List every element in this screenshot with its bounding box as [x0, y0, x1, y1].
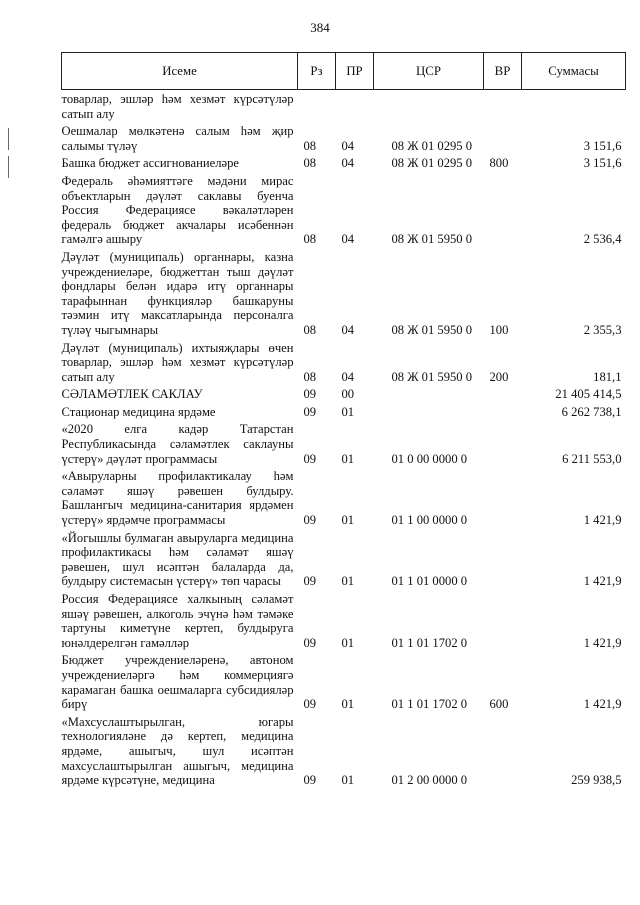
- row-vr: [484, 90, 522, 123]
- margin-mark: [8, 128, 9, 150]
- row-csr: 01 1 01 1702 0: [391, 635, 468, 650]
- row-sum: 2 355,3: [583, 322, 622, 337]
- row-vr: 600: [489, 697, 509, 712]
- row-rz: 08: [303, 156, 317, 171]
- table-row: [62, 420, 626, 467]
- column-header-sum: Суммасы: [522, 53, 626, 90]
- column-header-pr: ПР: [336, 53, 374, 90]
- row-vr: [484, 385, 522, 403]
- margin-mark: [8, 156, 9, 178]
- row-rz: 09: [303, 387, 317, 402]
- budget-table: [61, 52, 626, 789]
- row-csr: 01 1 00 0000 0: [391, 513, 468, 528]
- row-name: Россия Федерациясе халкының сәламәт яшәү рәвешен, алкоголь эчүнә һәм тәмәке тартуны киметүне кертеп, булдыруга юнәлдерелгән гамәлләр: [61, 592, 294, 650]
- row-sum: 1 421,9: [583, 635, 622, 650]
- row-name: СӘЛАМӘТЛЕК САКЛАУ: [61, 387, 203, 402]
- row-vr: [484, 529, 522, 590]
- row-name: «Авыруларны профилактикалау һәм сәламәт яшәү рәвешен булдыру. Башлангыч медицина-санитария ярдәмен үстерү» ярдәмче программасы: [61, 469, 294, 528]
- row-vr: 100: [489, 322, 509, 337]
- column-header-vr: ВР: [484, 53, 522, 90]
- column-header-csr: ЦСР: [374, 53, 484, 90]
- row-csr: [374, 90, 484, 123]
- table-row: [62, 90, 626, 123]
- row-sum: 259 938,5: [571, 773, 622, 788]
- row-vr: [484, 403, 522, 421]
- row-name: Оешмалар мөлкәтенә салым һәм җир салымы түләү: [61, 124, 294, 153]
- row-sum: 6 211 553,0: [562, 451, 622, 466]
- row-pr: 01: [341, 451, 355, 466]
- row-sum: 1 421,9: [583, 697, 622, 712]
- row-csr: [374, 403, 484, 421]
- row-pr: 01: [341, 773, 355, 788]
- row-pr: 00: [341, 387, 355, 402]
- row-pr: 01: [341, 635, 355, 650]
- row-rz: 09: [303, 697, 317, 712]
- table-row: [62, 403, 626, 421]
- row-vr: [484, 590, 522, 651]
- table-row: [62, 713, 626, 789]
- row-vr: 200: [489, 369, 509, 384]
- row-pr: 04: [341, 369, 355, 384]
- table-header-row: [62, 53, 626, 90]
- row-name: Стационар медицина ярдәме: [61, 404, 216, 419]
- row-name: Дәүләт (муниципаль) ихтыяҗлары өчен товарлар, эшләр һәм хезмәт күрсәтүләр сатып алу: [61, 340, 294, 384]
- table-row: [62, 651, 626, 712]
- row-csr: 08 Ж 01 5950 0: [391, 322, 473, 337]
- row-pr: 04: [341, 156, 355, 171]
- table-row: [62, 122, 626, 154]
- row-vr: [484, 122, 522, 154]
- row-sum: 21 405 414,5: [555, 387, 622, 402]
- row-rz: 08: [303, 369, 317, 384]
- row-pr: 04: [341, 138, 355, 153]
- row-name: Башка бюджет ассигнованиеләре: [61, 156, 239, 171]
- row-csr: 01 1 01 1702 0: [391, 697, 468, 712]
- row-pr: 01: [341, 574, 355, 589]
- row-csr: 08 Ж 01 5950 0: [391, 369, 473, 384]
- row-name: «Йогышлы булмаган авыруларга медицина профилактикасы һәм сәламәт яшәү рәвешен, шул исәптән балаларда да, булдыру системасын үстерү» төп чарасы: [61, 530, 294, 589]
- row-csr: 01 2 00 0000 0: [391, 773, 468, 788]
- row-pr: 04: [341, 232, 355, 247]
- row-vr: [484, 420, 522, 467]
- row-sum: 2 536,4: [583, 232, 622, 247]
- row-pr: 01: [341, 513, 355, 528]
- table-row: [62, 385, 626, 403]
- row-sum: 3 151,6: [583, 156, 622, 171]
- row-name: Федераль әһәмияттәге мәдәни мирас объектларын дәүләт саклавы буенча Россия Федерациясе вәкаләтләрен федераль бюджет акчалары исәбеннән гамәлгә ашыру: [61, 173, 294, 247]
- row-csr: 01 0 00 0000 0: [391, 451, 468, 466]
- row-pr: 04: [341, 322, 355, 337]
- row-pr: [336, 90, 374, 123]
- row-sum: 6 262 738,1: [561, 404, 622, 419]
- row-rz: 09: [303, 635, 317, 650]
- row-name: «2020 елга кадәр Татарстан Республикасында сәламәтлек саклауны үстерү» дәүләт программасы: [61, 422, 294, 466]
- table-row: [62, 172, 626, 248]
- row-name: товарлар, эшләр һәм хезмәт күрсәтүләр сатып алу: [61, 92, 294, 121]
- row-pr: 01: [341, 697, 355, 712]
- row-sum: 3 151,6: [583, 138, 622, 153]
- row-rz: 09: [303, 513, 317, 528]
- row-rz: 09: [303, 404, 317, 419]
- row-vr: [484, 172, 522, 248]
- column-header-name: Исеме: [62, 53, 298, 90]
- row-csr: 08 Ж 01 0295 0: [391, 156, 473, 171]
- row-rz: 08: [303, 138, 317, 153]
- table-row: [62, 467, 626, 528]
- table-row: [62, 248, 626, 339]
- row-vr: [484, 467, 522, 528]
- row-csr: 08 Ж 01 0295 0: [391, 138, 473, 153]
- row-sum: 181,1: [593, 369, 622, 384]
- table-row: [62, 339, 626, 386]
- row-rz: 09: [303, 773, 317, 788]
- row-csr: [374, 385, 484, 403]
- row-sum: [522, 90, 626, 123]
- row-csr: 08 Ж 01 5950 0: [391, 232, 473, 247]
- row-name: «Махсуслаштырылган, югары технологияләне дә кертеп, медицина ярдәме, ашыгыч, шул исәптән махсуслаштырылган ашыгыч, медицина ярдәме күрсәтүне, медицина: [61, 714, 294, 788]
- page-number: 384: [310, 20, 330, 35]
- row-name: Дәүләт (муниципаль) органнары, казна учреждениеләре, бюджеттан тыш дәүләт фондлары белән идарә итү органнары тарафыннан функцияләр башкаруны тәэмин итү максатларында персоналга түләү чыгымнары: [61, 249, 294, 337]
- row-rz: [298, 90, 336, 123]
- column-header-rz: Рз: [298, 53, 336, 90]
- table-row: [62, 529, 626, 590]
- row-csr: 01 1 01 0000 0: [391, 574, 468, 589]
- row-rz: 08: [303, 322, 317, 337]
- row-rz: 09: [303, 574, 317, 589]
- row-name: Бюджет учреждениеләренә, автоном учреждениеләргә һәм коммерциягә карамаган башка оешмаларга субсидияләр бирү: [61, 653, 294, 712]
- table-row: [62, 590, 626, 651]
- row-pr: 01: [341, 404, 355, 419]
- row-rz: 08: [303, 232, 317, 247]
- row-rz: 09: [303, 451, 317, 466]
- row-vr: 800: [489, 156, 509, 171]
- row-sum: 1 421,9: [583, 513, 622, 528]
- row-vr: [484, 713, 522, 789]
- row-sum: 1 421,9: [583, 574, 622, 589]
- table-row: [62, 154, 626, 172]
